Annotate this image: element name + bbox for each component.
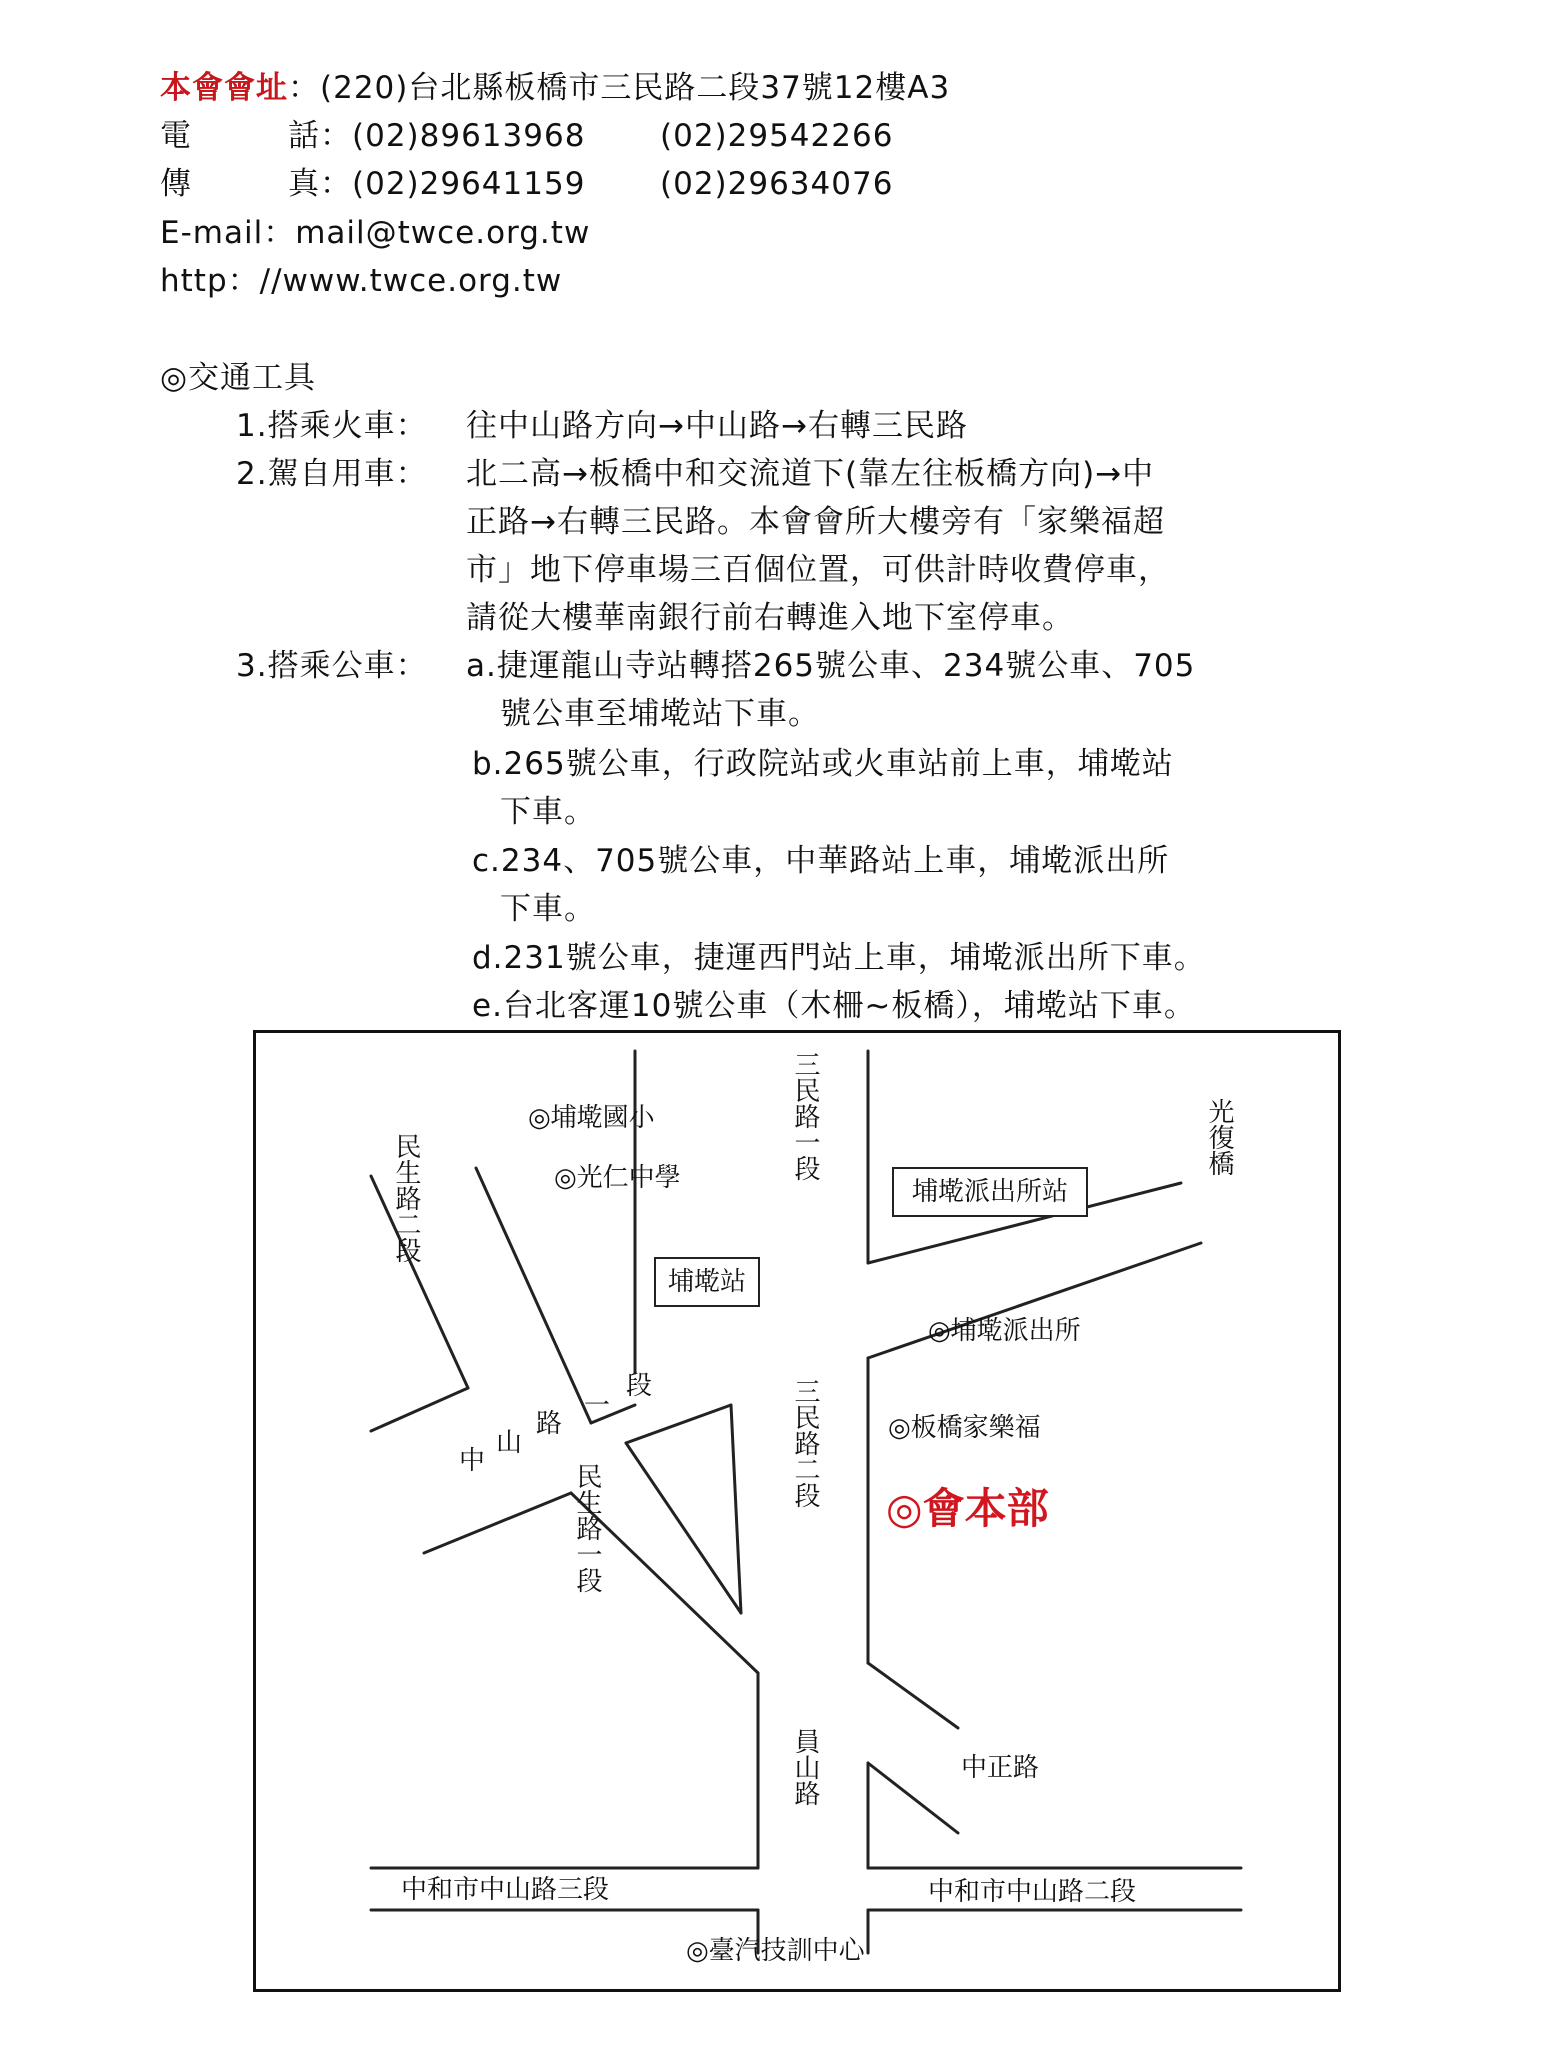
map-label-zhongshan-char-3: 路: [536, 1409, 563, 1439]
car-line-2: 正路→右轉三民路。本會會所大樓旁有「家樂福超: [466, 504, 1165, 540]
road-minsheng-2-right: [476, 1168, 591, 1423]
map-label-puqian-station: 埔墘站: [654, 1257, 760, 1307]
bus-line-d: d.231號公車，捷運西門站上車，埔墘派出所下車。: [472, 940, 1206, 976]
car-label: 2.駕自用車：: [236, 456, 428, 492]
map-label-yuanshan-road: 員山路: [790, 1728, 820, 1806]
address-value: ：(220)台北縣板橋市三民路二段37號12樓A3: [288, 70, 951, 106]
road-zhongzheng-lower: [868, 1763, 958, 1833]
map-label-zhonghe-zhongshan-3: 中和市中山路三段: [401, 1875, 610, 1905]
map-label-zhongshan-char-4: 一: [584, 1391, 611, 1421]
bus-label: 3.搭乘公車：: [236, 648, 428, 684]
road-zhongshan-upper-left: [371, 1388, 468, 1431]
map-label-minsheng-road-2: 民生路二段: [391, 1133, 421, 1263]
train-label: 1.搭乘火車：: [236, 408, 428, 444]
map-label-zhonghe-zhongshan-2: 中和市中山路二段: [928, 1877, 1137, 1907]
map-label-minsheng-road-1: 民生路一段: [572, 1463, 602, 1593]
map-label-guangren-school: ◎光仁中學: [554, 1163, 681, 1193]
road-zhongzheng-upper: [868, 1663, 958, 1728]
map-label-zhongzheng-road: 中正路: [961, 1753, 1040, 1783]
phone-value-2: (02)29542266: [660, 118, 894, 154]
map-label-puqian-school: ◎埔墘國小: [528, 1103, 655, 1133]
map-label-zhongshan-char-5: 段: [626, 1371, 653, 1401]
road-sanmin-island-side: [731, 1405, 741, 1613]
map-label-police-station: ◎埔墘派出所: [928, 1316, 1081, 1346]
map-label-sanmin-road-2: 三民路二段: [790, 1378, 820, 1508]
email-line: E-mail：mail@twce.org.tw: [160, 215, 591, 251]
map-label-guangfu-bridge: 光復橋: [1204, 1098, 1234, 1176]
bus-line-a1: a.捷運龍山寺站轉搭265號公車、234號公車、705: [466, 648, 1196, 684]
fax-label: 傳 真: [160, 166, 320, 202]
bus-line-c1: c.234、705號公車，中華路站上車，埔墘派出所: [472, 843, 1170, 879]
car-line-3: 市」地下停車場三百個位置，可供計時收費停車，: [466, 552, 1170, 588]
road-minsheng-1-island: [626, 1443, 741, 1613]
transport-heading: ◎交通工具: [160, 360, 317, 396]
phone-label: 電 話: [160, 118, 320, 154]
map-label-police-station-stop: 埔墘派出所站: [892, 1167, 1088, 1217]
address-label: 本會會址: [160, 70, 288, 106]
map-label-carrefour: ◎板橋家樂福: [888, 1413, 1041, 1443]
map-label-zhongshan-char-1: 中: [459, 1446, 486, 1476]
map-label-zhongshan-char-2: 山: [496, 1428, 523, 1458]
bus-line-a2: 號公車至埔墘站下車。: [500, 696, 820, 732]
website-line: http：//www.twce.org.tw: [160, 263, 563, 299]
train-text: 往中山路方向→中山路→右轉三民路: [466, 408, 968, 444]
phone-value-1: ：(02)89613968: [320, 118, 586, 154]
address-line: [160, 68, 950, 108]
bus-line-b2: 下車。: [500, 794, 596, 830]
car-line-1: 北二高→板橋中和交流道下(靠左往板橋方向)→中: [466, 456, 1155, 492]
map-label-sanmin-road-1: 三民路一段: [790, 1051, 820, 1181]
road-zhongshan-island-top: [626, 1405, 731, 1443]
fax-line: [160, 164, 893, 204]
map-label-headquarters: ◎會本部: [886, 1484, 1049, 1533]
car-line-4: 請從大樓華南銀行前右轉進入地下室停車。: [466, 600, 1074, 636]
road-zhongshan-lower-left: [424, 1493, 571, 1553]
phone-line: [160, 116, 893, 156]
bus-line-c2: 下車。: [500, 891, 596, 927]
map-label-auto-center: ◎臺汽技訓中心: [686, 1936, 865, 1966]
location-map: [253, 1030, 1341, 1992]
fax-value-2: (02)29634076: [660, 166, 894, 202]
fax-value-1: ：(02)29641159: [320, 166, 586, 202]
bus-line-e: e.台北客運10號公車（木柵~板橋），埔墘站下車。: [472, 988, 1196, 1024]
bus-line-b1: b.265號公車，行政院站或火車站前上車，埔墘站: [472, 746, 1174, 782]
